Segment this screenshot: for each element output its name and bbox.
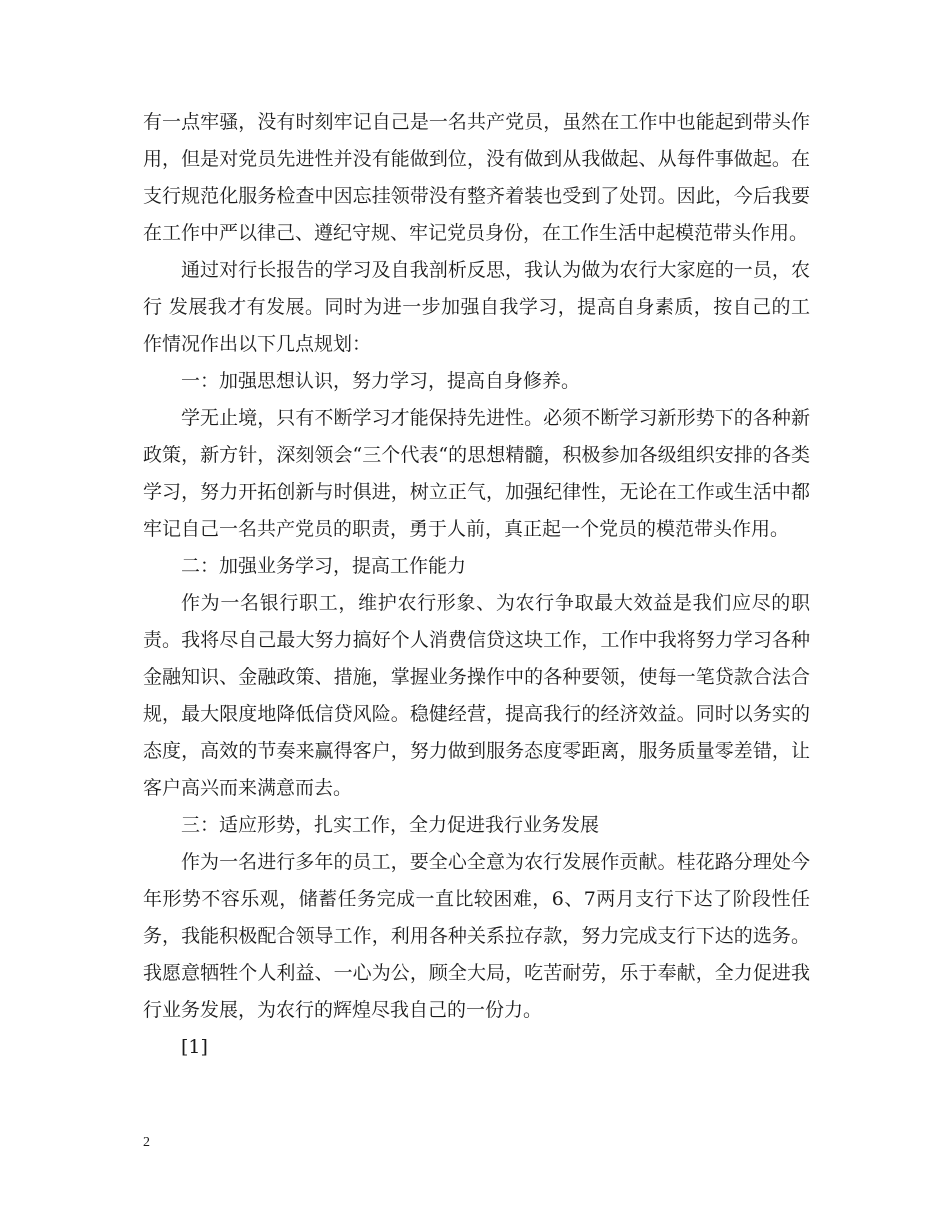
- paragraph-1: 有一点牢骚，没有时刻牢记自己是一名共产党员，虽然在工作中也能起到带头作用，但是对党员先进性并没有能做到位，没有做到从我做起、从每件事做起。在支行规范化服务检查中因忘挂领带没有整齐着装也受到了处罚。因此，今后我要在工作中严以律己、遵纪守规、牢记党员身份，在工作生活中起模范带头作用。: [143, 111, 810, 244]
- document-body: [143, 104, 810, 1066]
- paragraph-2: 通过对行长报告的学习及自我剖析反思，我认为做为农行大家庭的一员，农行 发展我才有发展。同时为进一步加强自我学习，提高自身素质，按自己的工作情况作出以下几点规划：: [143, 259, 810, 355]
- section-heading-3: 三：适应形势，扎实工作，全力促进我行业务发展: [181, 814, 600, 836]
- paragraph-4: 作为一名银行职工，维护农行形象、为农行争取最大效益是我们应尽的职责。我将尽自己最大努力搞好个人消费信贷这块工作，工作中我将努力学习各种金融知识、金融政策、措施，掌握业务操作中的各种要领，使每一笔贷款合法合规，最大限度地降低信贷风险。稳健经营，提高我行的经济效益。同时以务实的态度，高效的节奏来赢得客户，努力做到服务态度零距离，服务质量零差错，让客户高兴而来满意而去。: [143, 592, 810, 799]
- page-number: 2: [143, 1135, 150, 1150]
- paragraph-5: 作为一名进行多年的员工，要全心全意为农行发展作贡献。桂花路分理处今年形势不容乐观，储蓄任务完成一直比较困难，6、7两月支行下达了阶段性任务，我能积极配合领导工作，利用各种关系拉存款，努力完成支行下达的选务。我愿意牺牲个人利益、一心为公，顾全大局，吃苦耐劳，乐于奉献，全力促进我行业务发展，为农行的辉煌尽我自己的一份力。: [143, 851, 810, 1021]
- footnote-reference: [1]: [181, 1036, 208, 1058]
- section-heading-2: 二：加强业务学习，提高工作能力: [181, 555, 467, 577]
- paragraph-3: 学无止境，只有不断学习才能保持先进性。必须不断学习新形势下的各种新政策，新方针，深刻领会“三个代表“的思想精髓，积极参加各级组织安排的各类学习，努力开拓创新与时俱进，树立正气，加强纪律性，无论在工作或生活中都牢记自己一名共产党员的职责，勇于人前，真正起一个党员的模范带头作用。: [143, 407, 810, 540]
- section-heading-1: 一：加强思想认识，努力学习，提高自身修养。: [181, 370, 581, 392]
